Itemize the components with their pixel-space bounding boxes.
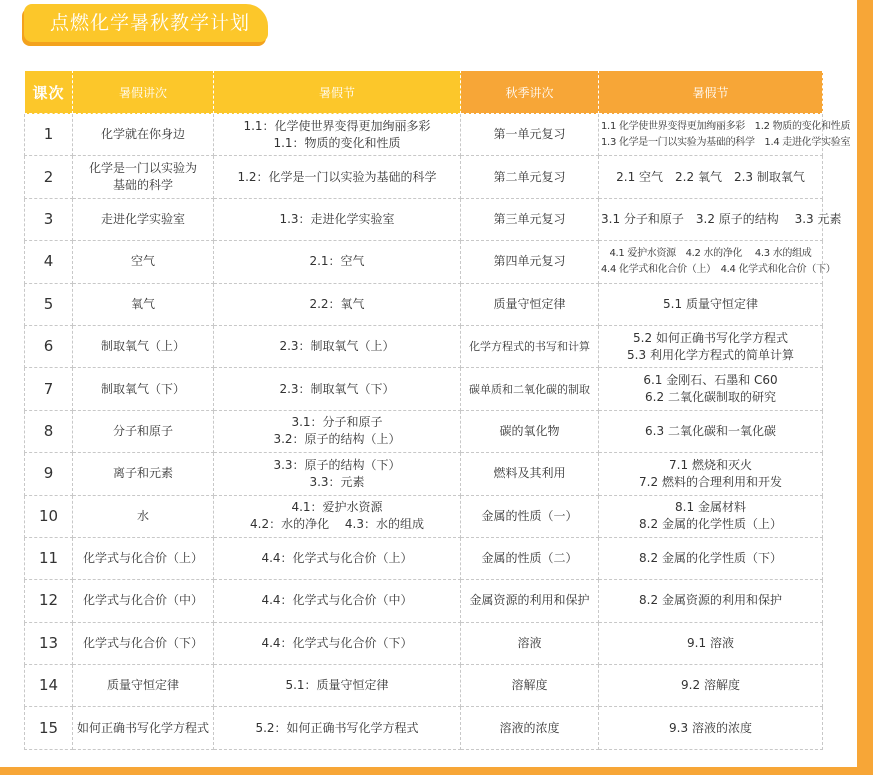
header-autumn-section: 暑假节 bbox=[599, 71, 823, 114]
cell-text-line: 5.3 利用化学方程式的简单计算 bbox=[627, 347, 794, 362]
header-summer-lecture: 暑假讲次 bbox=[73, 71, 214, 114]
summer-section-cell bbox=[214, 114, 461, 156]
cell-text-line: 制取氧气（上） bbox=[100, 339, 185, 354]
summer-lecture-cell bbox=[73, 241, 214, 283]
lesson-number: 13 bbox=[25, 622, 73, 664]
autumn-section-cell bbox=[599, 707, 823, 749]
cell-text-line: 质量守恒定律 bbox=[106, 678, 179, 693]
cell-text-line: 3.1：分子和原子 bbox=[291, 415, 383, 430]
cell-text-line: 第三单元复习 bbox=[493, 211, 566, 226]
summer-lecture-cell bbox=[73, 156, 214, 198]
cell-text-line: 化学式与化合价（下） bbox=[82, 635, 203, 650]
cell-text-line: 3.3：原子的结构（下） bbox=[273, 457, 401, 472]
right-accent-bar bbox=[857, 0, 873, 775]
summer-section-cell bbox=[214, 453, 461, 495]
lesson-number: 1 bbox=[25, 114, 73, 156]
header-summer-section: 暑假节 bbox=[214, 71, 461, 114]
cell-text-line: 3.2：原子的结构（上） bbox=[273, 432, 401, 447]
lesson-number: 8 bbox=[25, 410, 73, 452]
cell-text-line: 水 bbox=[136, 508, 149, 523]
lesson-number: 4 bbox=[25, 241, 73, 283]
cell-text-line: 3.3：元素 bbox=[309, 474, 365, 489]
cell-text-line: 化学式与化合价（中） bbox=[82, 593, 203, 608]
cell-text-line: 分子和原子 bbox=[112, 423, 173, 438]
lesson-number: 12 bbox=[25, 580, 73, 622]
table-header-row bbox=[25, 71, 823, 114]
autumn-lecture-cell bbox=[461, 707, 599, 749]
cell-text-line: 9.2 溶解度 bbox=[681, 678, 740, 693]
autumn-section-cell bbox=[599, 580, 823, 622]
summer-section-cell bbox=[214, 156, 461, 198]
autumn-section-cell bbox=[599, 665, 823, 707]
cell-text-line: 4.4：化学式与化合价（下） bbox=[261, 635, 413, 650]
cell-text-line: 4.4：化学式与化合价（中） bbox=[261, 593, 413, 608]
summer-section-cell bbox=[214, 495, 461, 537]
autumn-section-cell bbox=[599, 368, 823, 410]
cell-text-line: 1.1 化学使世界变得更加绚丽多彩 1.2 物质的变化和性质 bbox=[601, 120, 851, 132]
autumn-section-cell bbox=[599, 453, 823, 495]
table-row bbox=[25, 198, 823, 240]
cell-text-line: 1.1：物质的变化和性质 bbox=[273, 135, 401, 150]
cell-text-line: 质量守恒定律 bbox=[493, 296, 566, 311]
cell-text-line: 第四单元复习 bbox=[493, 254, 566, 269]
cell-text-line: 溶液 bbox=[517, 635, 542, 650]
cell-text-line: 9.1 溶液 bbox=[687, 635, 734, 650]
autumn-section-cell bbox=[599, 495, 823, 537]
cell-text-line: 化学是一门以实验为 bbox=[88, 161, 197, 176]
autumn-section-cell bbox=[599, 283, 823, 325]
summer-lecture-cell bbox=[73, 580, 214, 622]
cell-text-line: 4.4：化学式与化合价（上） bbox=[261, 551, 413, 566]
cell-text-line: 基础的科学 bbox=[112, 178, 173, 193]
bottom-accent-bar bbox=[0, 767, 873, 775]
summer-lecture-cell bbox=[73, 622, 214, 664]
table-row bbox=[25, 410, 823, 452]
table-row bbox=[25, 495, 823, 537]
summer-section-cell bbox=[214, 198, 461, 240]
cell-text-line: 溶液的浓度 bbox=[499, 720, 560, 735]
table-row bbox=[25, 665, 823, 707]
autumn-lecture-cell bbox=[461, 325, 599, 367]
autumn-section-cell bbox=[599, 537, 823, 579]
autumn-lecture-cell bbox=[461, 156, 599, 198]
summer-lecture-cell bbox=[73, 368, 214, 410]
table-row bbox=[25, 453, 823, 495]
cell-text-line: 碳单质和二氧化碳的制取 bbox=[469, 382, 590, 396]
page-title: 点燃化学暑秋教学计划 bbox=[24, 4, 268, 42]
summer-section-cell bbox=[214, 368, 461, 410]
autumn-lecture-cell bbox=[461, 198, 599, 240]
cell-text-line: 6.1 金刚石、石墨和 C60 bbox=[643, 373, 778, 388]
summer-lecture-cell bbox=[73, 325, 214, 367]
cell-text-line: 氧气 bbox=[130, 296, 155, 311]
lesson-number: 9 bbox=[25, 453, 73, 495]
cell-text-line: 碳的氧化物 bbox=[499, 423, 560, 438]
cell-text-line: 1.2：化学是一门以实验为基础的科学 bbox=[237, 169, 437, 184]
cell-text-line: 金属的性质（二） bbox=[481, 551, 578, 566]
autumn-lecture-cell bbox=[461, 537, 599, 579]
schedule-table-container bbox=[24, 70, 851, 750]
cell-text-line: 走进化学实验室 bbox=[100, 211, 185, 226]
summer-lecture-cell bbox=[73, 283, 214, 325]
cell-text-line: 2.2：氧气 bbox=[309, 296, 365, 311]
summer-lecture-cell bbox=[73, 707, 214, 749]
lesson-number: 11 bbox=[25, 537, 73, 579]
autumn-lecture-cell bbox=[461, 283, 599, 325]
cell-text-line: 5.1：质量守恒定律 bbox=[285, 678, 389, 693]
cell-text-line: 7.1 燃烧和灭火 bbox=[669, 457, 752, 472]
cell-text-line: 2.1：空气 bbox=[309, 254, 365, 269]
summer-lecture-cell bbox=[73, 410, 214, 452]
summer-section-cell bbox=[214, 410, 461, 452]
cell-text-line: 5.2 如何正确书写化学方程式 bbox=[633, 330, 788, 345]
table-row bbox=[25, 156, 823, 198]
cell-text-line: 离子和元素 bbox=[112, 466, 173, 481]
cell-text-line: 4.1：爱护水资源 bbox=[291, 500, 383, 515]
autumn-section-cell bbox=[599, 622, 823, 664]
lesson-number: 3 bbox=[25, 198, 73, 240]
cell-text-line: 7.2 燃料的合理利用和开发 bbox=[639, 474, 782, 489]
cell-text-line: 8.2 金属资源的利用和保护 bbox=[639, 593, 782, 608]
lesson-number: 7 bbox=[25, 368, 73, 410]
cell-text-line: 第一单元复习 bbox=[493, 127, 566, 142]
lesson-number: 5 bbox=[25, 283, 73, 325]
cell-text-line: 第二单元复习 bbox=[493, 169, 566, 184]
cell-text-line: 6.3 二氧化碳和一氧化碳 bbox=[645, 423, 776, 438]
summer-section-cell bbox=[214, 241, 461, 283]
autumn-section-cell bbox=[599, 241, 836, 283]
lesson-number: 14 bbox=[25, 665, 73, 707]
summer-lecture-cell bbox=[73, 198, 214, 240]
header-lesson: 课次 bbox=[25, 71, 73, 114]
cell-text-line: 4.1 爱护水资源 4.2 水的净化 4.3 水的组成 bbox=[609, 247, 812, 259]
table-row bbox=[25, 707, 823, 749]
cell-text-line: 8.2 金属的化学性质（上） bbox=[639, 517, 782, 532]
autumn-lecture-cell bbox=[461, 580, 599, 622]
cell-text-line: 1.3：走进化学实验室 bbox=[279, 211, 395, 226]
summer-section-cell bbox=[214, 665, 461, 707]
autumn-section-cell bbox=[599, 198, 842, 240]
cell-text-line: 化学式与化合价（上） bbox=[82, 551, 203, 566]
autumn-section-cell bbox=[599, 114, 851, 156]
cell-text-line: 8.2 金属的化学性质（下） bbox=[639, 551, 782, 566]
summer-section-cell bbox=[214, 537, 461, 579]
table-row bbox=[25, 241, 823, 283]
cell-text-line: 3.1 分子和原子 3.2 原子的结构 3.3 元素 bbox=[601, 211, 842, 226]
lesson-number: 10 bbox=[25, 495, 73, 537]
summer-section-cell bbox=[214, 580, 461, 622]
cell-text-line: 化学就在你身边 bbox=[100, 127, 185, 142]
cell-text-line: 6.2 二氧化碳制取的研究 bbox=[645, 390, 776, 405]
cell-text-line: 1.1：化学使世界变得更加绚丽多彩 bbox=[243, 118, 431, 133]
table-row bbox=[25, 114, 823, 156]
autumn-lecture-cell bbox=[461, 410, 599, 452]
header-autumn-lecture: 秋季讲次 bbox=[461, 71, 599, 114]
autumn-lecture-cell bbox=[461, 495, 599, 537]
cell-text-line: 2.3：制取氧气（下） bbox=[279, 381, 395, 396]
cell-text-line: 金属资源的利用和保护 bbox=[469, 593, 590, 608]
table-row bbox=[25, 283, 823, 325]
cell-text-line: 1.3 化学是一门以实验为基础的科学 1.4 走进化学实验室 bbox=[601, 136, 851, 148]
cell-text-line: 如何正确书写化学方程式 bbox=[76, 720, 209, 735]
table-row bbox=[25, 622, 823, 664]
summer-lecture-cell bbox=[73, 114, 214, 156]
summer-lecture-cell bbox=[73, 665, 214, 707]
cell-text-line: 8.1 金属材料 bbox=[675, 500, 746, 515]
cell-text-line: 9.3 溶液的浓度 bbox=[669, 720, 752, 735]
autumn-lecture-cell bbox=[461, 241, 599, 283]
summer-lecture-cell bbox=[73, 495, 214, 537]
autumn-lecture-cell bbox=[461, 453, 599, 495]
cell-text-line: 5.1 质量守恒定律 bbox=[663, 296, 758, 311]
table-row bbox=[25, 537, 823, 579]
cell-text-line: 空气 bbox=[130, 254, 155, 269]
lesson-number: 15 bbox=[25, 707, 73, 749]
cell-text-line: 2.1 空气 2.2 氧气 2.3 制取氧气 bbox=[616, 169, 805, 184]
lesson-number: 6 bbox=[25, 325, 73, 367]
summer-lecture-cell bbox=[73, 537, 214, 579]
cell-text-line: 制取氧气（下） bbox=[100, 381, 185, 396]
autumn-section-cell bbox=[599, 410, 823, 452]
cell-text-line: 5.2：如何正确书写化学方程式 bbox=[255, 720, 419, 735]
cell-text-line: 化学方程式的书写和计算 bbox=[469, 340, 590, 354]
autumn-lecture-cell bbox=[461, 368, 599, 410]
cell-text-line: 金属的性质（一） bbox=[481, 508, 578, 523]
cell-text-line: 溶解度 bbox=[511, 678, 548, 693]
autumn-section-cell bbox=[599, 156, 823, 198]
summer-section-cell bbox=[214, 707, 461, 749]
cell-text-line: 2.3：制取氧气（上） bbox=[279, 339, 395, 354]
table-row bbox=[25, 368, 823, 410]
summer-lecture-cell bbox=[73, 453, 214, 495]
summer-section-cell bbox=[214, 283, 461, 325]
autumn-section-cell bbox=[599, 325, 823, 367]
table-row bbox=[25, 580, 823, 622]
schedule-table bbox=[24, 70, 851, 750]
lesson-number: 2 bbox=[25, 156, 73, 198]
table-row bbox=[25, 325, 823, 367]
autumn-lecture-cell bbox=[461, 622, 599, 664]
cell-text-line: 4.4 化学式和化合价（上） 4.4 化学式和化合价（下） bbox=[601, 263, 836, 275]
autumn-lecture-cell bbox=[461, 665, 599, 707]
summer-section-cell bbox=[214, 325, 461, 367]
summer-section-cell bbox=[214, 622, 461, 664]
cell-text-line: 燃料及其利用 bbox=[493, 466, 566, 481]
cell-text-line: 4.2：水的净化 4.3：水的组成 bbox=[250, 517, 424, 532]
autumn-lecture-cell bbox=[461, 114, 599, 156]
